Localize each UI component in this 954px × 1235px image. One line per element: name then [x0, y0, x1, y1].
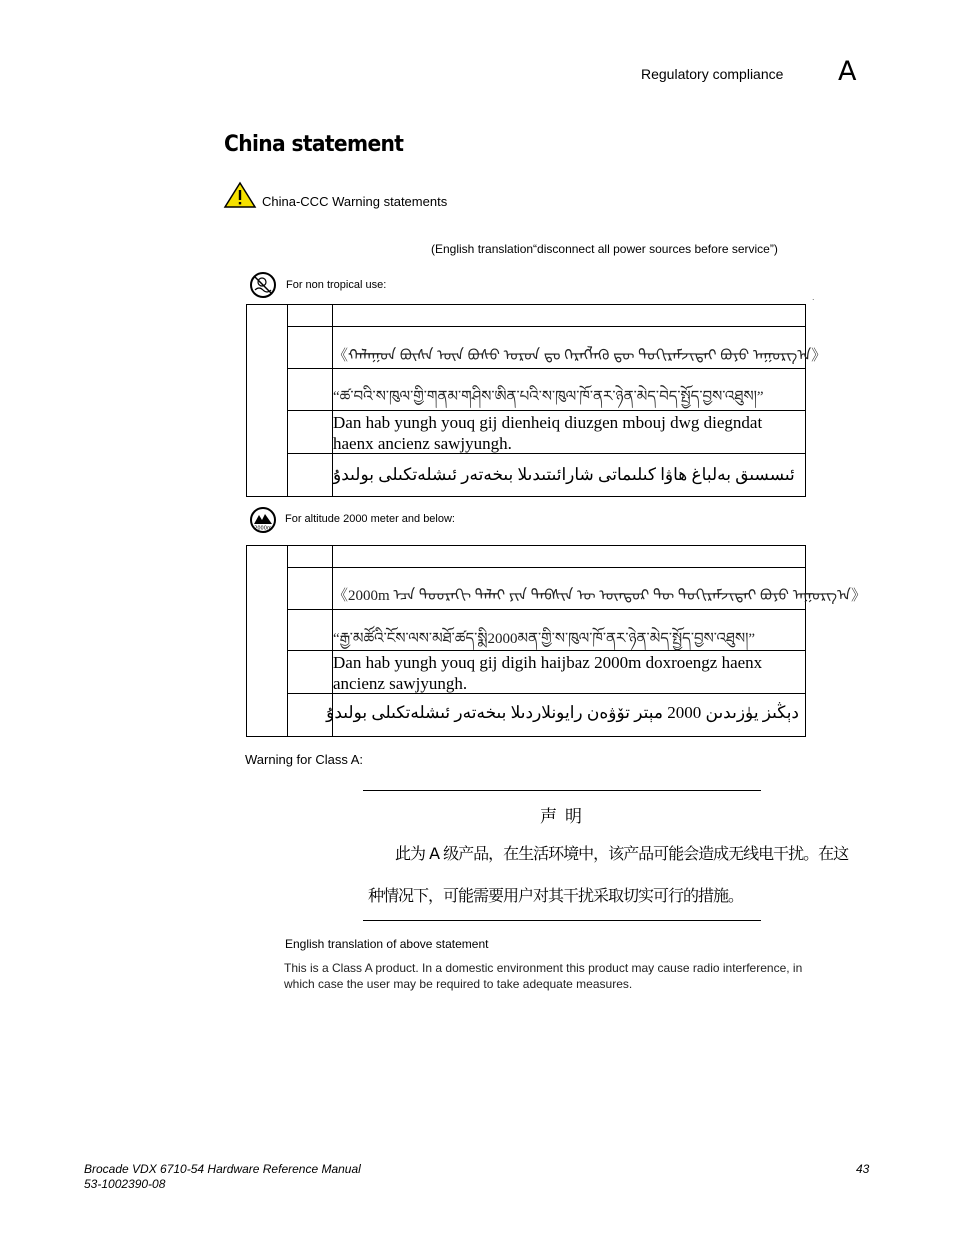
- divider-bottom: [363, 920, 761, 921]
- stray-dot: .: [812, 292, 815, 302]
- warning-translation: (English translation“disconnect all power sources before service”): [431, 242, 778, 256]
- non-tropical-table: [246, 304, 827, 497]
- non-tropical-icon: [250, 272, 276, 298]
- non-tropical-mongolian: 《ᠬᠠᠯᠠᠭᠤᠨ ᠪᠦᠰᠡ ᠦᠨ ᠪᠤᠰᠤ ᠣᠷᠣᠨ ᠳᠤ ᠬᠡᠷᠡᠭᠯᠡᠬᠦ ᠳᠦ ᠲᠣᠬᠢᠷᠠᠮᠵᠢᠲᠠᠢ ᠪᠤᠶᠤ ᠠᠭᠤᠷᠭ᠎ᠠ》: [333, 348, 827, 364]
- english-translation-text: This is a Class A product. In a domestic environment this product may cause radio interference, in which case the user may be required to take adequate measures.: [284, 961, 803, 991]
- divider-top: [363, 790, 761, 791]
- altitude-mongolian: 《2000m ᠡᠴᠡ ᠳᠣᠣᠷᠠᠬᠢ ᠳᠠᠯᠠᠢ ᠶᠢᠨ ᠲᠡᠪᠰᠢᠨ ᠦ ᠥᠨᠳᠦᠷ ᠲᠦ ᠲᠣᠬᠢᠷᠠᠮᠵᠢᠲᠠᠢ ᠪᠤᠶᠤ ᠠᠭᠤᠷᠭ᠎ᠠ》: [333, 588, 866, 604]
- altitude-2000m-icon: [250, 507, 276, 533]
- non-tropical-label: For non tropical use:: [286, 279, 387, 291]
- footer-manual-title: Brocade VDX 6710-54 Hardware Reference Manual: [84, 1162, 361, 1176]
- altitude-zhuang: Dan hab yungh youq gij digih haijbaz 2000m doxroengz haenx ancienz sawjyungh.: [333, 653, 763, 693]
- altitude-uyghur: دېڭىز يۈزىدىن 2000 مېتر تۆۋەن رايونلاردىلا بىخەتەر ئىشلەتكىلى بولىدۇ: [326, 703, 799, 722]
- non-tropical-zhuang: Dan hab yungh youq gij dienheiq diuzgen mbouj dwg diegndat haenx ancienz sawjyungh.: [333, 413, 763, 453]
- warning-triangle-icon: [224, 182, 256, 208]
- declaration-line-2: 种情况下，可能需要用户对其干扰采取切实可行的措施。: [368, 886, 744, 905]
- altitude-table: [246, 545, 866, 737]
- altitude-badge: 2000m: [254, 525, 272, 532]
- footer-doc-number: 53-1002390-08: [84, 1177, 166, 1191]
- class-a-label: Warning for Class A:: [245, 752, 364, 767]
- header-section-title: Regulatory compliance: [641, 66, 784, 82]
- appendix-letter: A: [838, 56, 857, 87]
- english-translation-heading: English translation of above statement: [285, 937, 489, 951]
- altitude-label: For altitude 2000 meter and below:: [285, 513, 455, 525]
- page-number: 43: [856, 1162, 870, 1176]
- warning-text: China-CCC Warning statements: [262, 194, 448, 209]
- page-title: China statement: [224, 132, 404, 157]
- non-tropical-tibetan: “ཚ་བའི་ས་ཁུལ་གྱི་གནམ་གཤིས་ཨིན་པའི་ས་ཁུལ་ཁོ་ནར་ཉེན་མེད་བེད་སྤྱོད་བྱས་འཐུས།”: [333, 389, 764, 405]
- declaration-title: 声明: [540, 807, 590, 827]
- altitude-tibetan: “རྒྱ་མཚོའི་ངོས་ལས་མཐོ་ཚད་སྨི2000མན་གྱི་ས་ཁུལ་ཁོ་ནར་ཉེན་མེད་སྤྱོད་བྱས་འཐུས།”: [333, 631, 756, 647]
- declaration-line-1: 此为 A 级产品，在生活环境中，该产品可能会造成无线电干扰。在这: [395, 844, 849, 863]
- footer-manual: [84, 1162, 361, 1192]
- non-tropical-uyghur: ئىسسىق بەلباغ ھاۋا كىلىماتى شارائىتىدىلا بىخەتەر ئىشلەتكىلى بولىدۇ: [333, 465, 795, 484]
